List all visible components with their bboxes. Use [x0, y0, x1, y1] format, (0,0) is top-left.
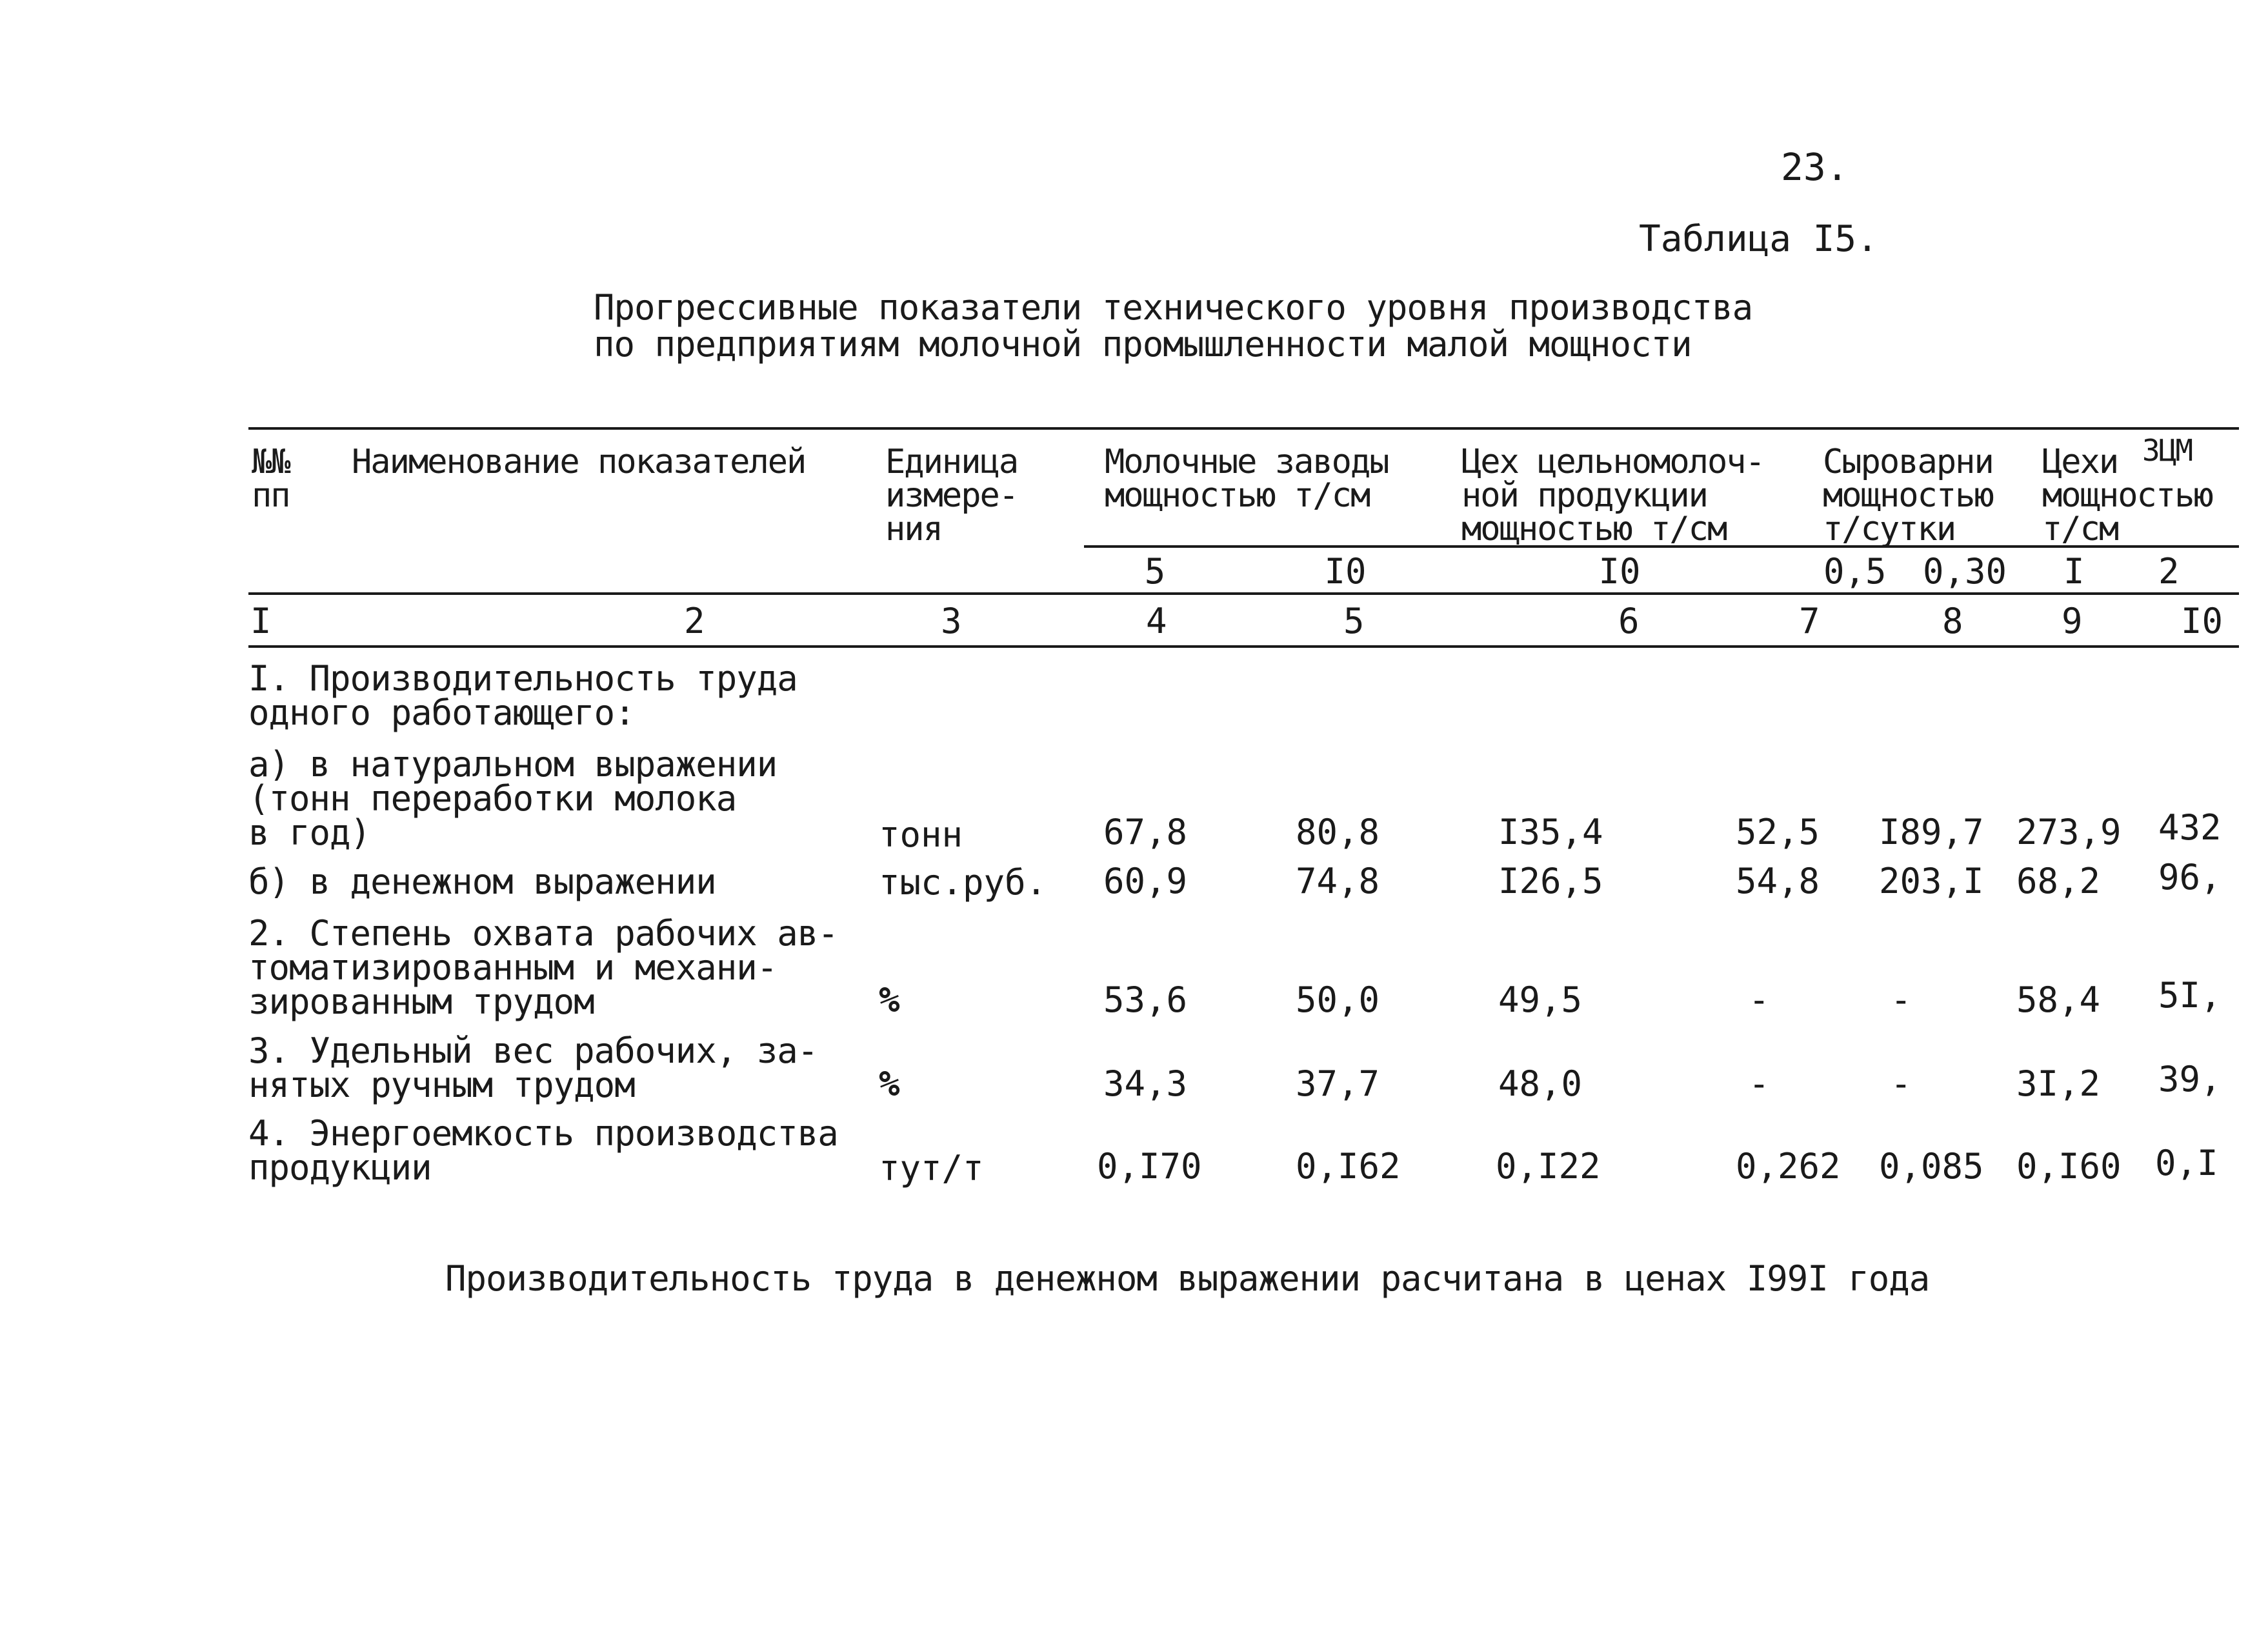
row-3-col-8: - [1891, 1063, 1912, 1104]
col-num-8: 8 [1942, 601, 1963, 641]
col-num-9: 9 [2062, 601, 2083, 641]
row-4-col-7: 0,262 [1736, 1146, 1841, 1187]
row-4-col-9: 0,I60 [2016, 1146, 2122, 1187]
header-cheese-line-3: т/сутки [1823, 510, 1956, 548]
row-3-col-7: - [1749, 1063, 1770, 1104]
row-2-label-line-3: зированным трудом [248, 981, 594, 1022]
row-1-label-line-2: одного работающего: [248, 692, 635, 733]
col-num-3: 3 [941, 601, 962, 641]
row-a-col-4: 67,8 [1103, 812, 1188, 852]
capacity-0-5: 0,5 [1823, 551, 1887, 592]
capacity-10-dairy: I0 [1324, 551, 1367, 592]
header-num-line-2: пп [252, 476, 290, 515]
capacity-5: 5 [1144, 551, 1166, 592]
row-b-col-10: 96, [2158, 857, 2222, 898]
header-unit-line-1: Единица [885, 443, 1018, 481]
row-4-unit: тут/т [879, 1148, 984, 1189]
row-3-col-4: 34,3 [1103, 1063, 1188, 1104]
row-b-unit: тыс.руб. [879, 862, 1047, 903]
header-shops-line-2: мощностью [2042, 476, 2213, 515]
row-b-col-5: 74,8 [1296, 861, 1380, 901]
capacity-0-30: 0,30 [1923, 551, 2007, 592]
header-num-line-1: №№ [252, 443, 290, 481]
capacity-10-whole-milk: I0 [1598, 551, 1641, 592]
row-4-label-line-1: 4. Энергоемкость производства [248, 1113, 838, 1154]
row-3-label-line-2: нятых ручным трудом [248, 1065, 635, 1105]
row-4-label-line-2: продукции [248, 1147, 432, 1188]
header-shops-line-3: т/см [2042, 510, 2118, 548]
header-unit-line-3: ния [885, 510, 942, 548]
row-4-col-5: 0,I62 [1296, 1146, 1401, 1187]
capacity-1: I [2063, 551, 2085, 592]
row-2-col-5: 50,0 [1296, 979, 1380, 1020]
capacity-2: 2 [2158, 551, 2180, 592]
row-3-label-line-1: 3. Удельный вес рабочих, за- [248, 1030, 818, 1071]
col-num-10: I0 [2181, 601, 2223, 641]
row-3-unit: % [879, 1063, 900, 1104]
row-2-col-7: - [1749, 979, 1770, 1020]
col-num-7: 7 [1799, 601, 1820, 641]
row-a-col-6: I35,4 [1498, 812, 1603, 852]
row-3-col-9: 3I,2 [2016, 1063, 2101, 1104]
col-num-1: I [250, 601, 272, 641]
row-2-label-line-2: томатизированным и механи- [248, 947, 778, 988]
row-2-col-9: 58,4 [2016, 979, 2101, 1020]
header-cheese-line-1: Сыроварни [1823, 443, 1993, 481]
row-3-col-10: 39, [2158, 1059, 2222, 1099]
table-title-line-1: Прогрессивные показатели технического уровня производства [594, 287, 1753, 328]
col-num-6: 6 [1618, 601, 1640, 641]
row-4-col-10: 0,I [2155, 1143, 2218, 1183]
footnote: Производительность труда в денежном выражении расчитана в ценах I99I года [445, 1258, 1930, 1299]
row-2-label-line-1: 2. Степень охвата рабочих ав- [248, 913, 838, 954]
row-2-col-8: - [1891, 979, 1912, 1020]
row-4-col-4: 0,I70 [1097, 1146, 1202, 1187]
rule-header-bottom [248, 592, 2239, 595]
row-2-col-10: 5I, [2158, 975, 2222, 1016]
header-whole-milk-line-2: ной продукции [1461, 476, 1707, 515]
row-4-col-6: 0,I22 [1496, 1146, 1601, 1187]
table-caption: Таблица I5. [1639, 218, 1878, 260]
row-a-col-9: 273,9 [2016, 812, 2122, 852]
header-shops-line-1: Цехи [2042, 443, 2118, 481]
row-3-col-5: 37,7 [1296, 1063, 1380, 1104]
table-title-line-2: по предприятиям молочной промышленности малой мощности [594, 324, 1692, 365]
row-b-label-line-1: б) в денежном выражении [248, 861, 716, 902]
row-a-col-7: 52,5 [1736, 812, 1820, 852]
header-name: Наименование показателей [352, 443, 806, 481]
row-b-col-4: 60,9 [1103, 861, 1188, 901]
row-b-col-8: 203,I [1879, 861, 1984, 901]
rule-top [248, 427, 2239, 430]
col-num-5: 5 [1343, 601, 1365, 641]
row-2-col-6: 49,5 [1498, 979, 1583, 1020]
row-b-col-6: I26,5 [1498, 861, 1603, 901]
row-4-col-8: 0,085 [1879, 1146, 1984, 1187]
row-b-col-9: 68,2 [2016, 861, 2101, 901]
col-num-2: 2 [684, 601, 705, 641]
row-2-col-4: 53,6 [1103, 979, 1188, 1020]
row-a-col-10: 432 [2158, 807, 2222, 848]
header-dairy-line-1: Молочные заводы [1105, 443, 1389, 481]
row-2-unit: % [879, 979, 900, 1020]
row-a-col-8: I89,7 [1879, 812, 1984, 852]
row-a-label-line-2: (тонн переработки молока [248, 778, 737, 819]
col-num-4: 4 [1146, 601, 1167, 641]
header-unit-line-2: измере- [885, 476, 1018, 515]
header-cheese-line-2: мощностью [1823, 476, 1993, 515]
row-a-label-line-3: в год) [248, 812, 371, 853]
rule-column-numbers [248, 645, 2239, 648]
page-number: 23. [1781, 145, 1849, 189]
header-whole-milk-line-3: мощностью т/см [1461, 510, 1727, 548]
header-zcm: ЗЦМ [2142, 433, 2193, 468]
header-whole-milk-line-1: Цех цельномолоч- [1461, 443, 1764, 481]
header-dairy-line-2: мощностью т/см [1105, 476, 1370, 515]
row-b-col-7: 54,8 [1736, 861, 1820, 901]
row-a-col-5: 80,8 [1296, 812, 1380, 852]
row-3-col-6: 48,0 [1498, 1063, 1583, 1104]
row-1-label-line-1: I. Производительность труда [248, 658, 798, 699]
row-a-unit: тонн [879, 814, 963, 855]
row-a-label-line-1: а) в натуральном выражении [248, 744, 778, 785]
